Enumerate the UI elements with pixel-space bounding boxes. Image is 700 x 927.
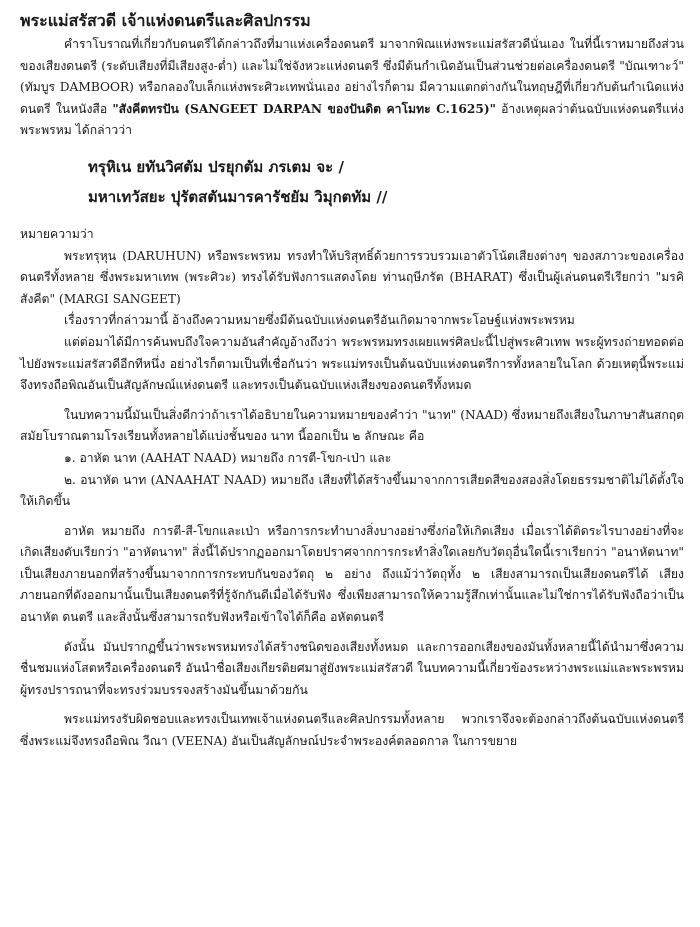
verse-line-2: มหาเทวัสยะ ปุรัตสตันมารคารัชยัม วิมุกตทัม // [88, 187, 388, 206]
sanskrit-verse [20, 152, 684, 212]
meaning-label: หมายความว่า [20, 226, 94, 241]
paragraph-6: ดังนั้น มันปรากฏขึ้นว่าพระพรหมทรงได้สร้างชนิดของเสียงทั้งหมด และการออกเสียงของมันทั้งหลายนี้ได้นำมาซึ่งความชื่นชมแห่งโสตหรือเครื่องดนตรี อันนำชื่อเสียงเกียรติยศมาสู่ยังพระแม่สรัสวดี ในบทความนี้เกี่ยวข้องระหว่างพระแม่และพระพรหม ผู้ทรงปรารถนาที่จะทรงร่วมบรรจงสร้างมันขึ้นมาด้วยกัน [20, 639, 684, 697]
list-item-2: ๒. อนาหัต นาท (ANAAHAT NAAD) หมายถึง เสียงที่ได้สร้างขึ้นมาจากการเสียดสีของสองสิ่งโดยธรรมชาติไม่ได้ตั้งใจให้เกิดขึ้น [20, 472, 684, 509]
page-title: พระแม่สรัสวดี เจ้าแห่งดนตรีและศิลปกรรม [20, 11, 311, 30]
paragraph-1: พระทรุหุน (DARUHUN) หรือพระพรหม ทรงทำให้บริสุทธิ์ด้วยการรวบรวมเอาตัวโน้ตเสียงต่างๆ ของสภาวะของเครื่องดนตรีทั้งหลาย ซึ่งพระมหาเทพ (พระศิวะ) ทรงได้รับฟังการแสดงโดย ท่านฤษีภรัต (BHARAT) ซึ่งเป็นผู้เล่นดนตรีเรียกว่า "มรคิ สังคีต" (MARGI SANGEET) [20, 248, 684, 306]
intro-text: คำราโบราณที่เกี่ยวกับดนตรีได้กล่าวถึงที่มาแห่งเครื่องดนตรี มาจากพิณแห่งพระแม่สรัสวดีนั่นเอง ในที่นี้เราหมายถึงส่วนของเสียงดนตรี (ระดับเสียงที่มีเสียงสูง-ต่ำ) และไม่ใช่จังหวะแห่งดนตรี ซึ่งมีต้นกำเนิดอันเป็นส่วนช่วยต่อเครื่องดนตรี "บัณเฑาะว์" (ทัมบูร DAMBOOR) หรือกลองใบเล็กแห่งพระศิวะเทพนั่นเอง อย่างไรก็ตาม มีความแตกต่างกันในทฤษฎีที่เกี่ยวกับต้นกำเนิดแห่งดนตรี ในหนังสือ [20, 37, 684, 116]
intro-tail: อ้างเหตุผลว่าต้นฉบับแห่งดนตรีแห่งพระพรหม ได้กล่าวว่า [20, 101, 684, 138]
book-title: "สังคีตทรปัน (SANGEET DARPAN ของปันดิต คาโมทะ C.1625)" [112, 101, 496, 116]
paragraph-3: แต่ต่อมาได้มีการค้นพบถึงใจความอันสำคัญอ้างถึงว่า พระพรหมทรงเผยแพร่ศิลปะนี้ไปสู่พระศิวเทพ พระผู้ทรงถ่ายทอดต่อไปยังพระแม่สรัสวดีอีกทีหนึ่ง อย่างไรก็ตามเป็นที่เชื่อกันว่า พระแม่ทรงเป็นต้นฉบับแห่งดนตรีการทั้งหลายในโลก ด้วยเหตุนี้พระแม่จึงทรงถือพิณอันเป็นสัญลักษณ์แห่งดนตรี และทรงเป็นต้นฉบับแห่งเสียงของดนตรีทั้งหมด [20, 334, 684, 393]
list-item-1: ๑. อาหัต นาท (AAHAT NAAD) หมายถึง การตี-โขก-เป่า และ [64, 450, 392, 465]
paragraph-5: อาหัต หมายถึง การตี-สี-โขกและเป่า หรือการกระทำบางสิ่งบางอย่างซึ่งก่อให้เกิดเสียง เมื่อเราได้ติดระไรบางอย่างที่จะเกิดเสียงดับเรียกว่า "อาหัตนาท" สิ่งนี้ได้ปรากฏออกมาโดยปราศจากการกระทำสิ่งใดเลยกับวัตถุอื่นใดนี้เราเรียกว่า "อนาหัตนาท" เป็นเสียงภายนอกที่สร้างขึ้นมาจากการกระทบกันของวัตถุ ๒ อย่าง ถึงแม้ว่าวัตถุทั้ง ๒ เสียงสามารถเป็นเสียงดนตรีได้ เสียงภายนอกที่ดังออกมานั้นเป็นเสียงดนตรีที่รู้จักกันดีเมื่อได้รับฟัง ซึ่งเพียงสามารถให้ความรู้สึกเท่านั้นและไม่ใช่การได้รับฟังถือว่าเป็น อนาหัต ดนตรี และสิ่งนั้นซึ่งสามารถรับฟังหรือเข้าใจได้ก็คือ อหัตดนตรี [20, 523, 684, 625]
verse-line-1: ทรุหิเน ยทันวิศตัม ปรยุกตัม ภรเตม จะ / [88, 157, 344, 176]
paragraph-4: ในบทความนี้มันเป็นสิ่งดีกว่าถ้าเราได้อธิบายในความหมายของคำว่า "นาท" (NAAD) ซึ่งหมายถึงเสียงในภาษาสันสกฤต สมัยโบราณตามโรงเรียนทั้งหลายได้แบ่งชั้นของ นาท นี้ออกเป็น ๒ ลักษณะ คือ [20, 407, 684, 444]
paragraph-7: พระแม่ทรงรับผิดชอบและทรงเป็นเทพเจ้าแห่งดนตรีและศิลปกรรมทั้งหลาย พวกเราจึงจะต้องกล่าวถึงต้นฉบับแห่งดนตรีซึ่งพระแม่จึงทรงถือพิณ วีณา (VEENA) อันเป็นสัญลักษณ์ประจำพระองค์ตลอดกาล ในการขยาย [20, 712, 684, 749]
intro-paragraph [20, 34, 684, 142]
paragraph-2: เรื่องราวที่กล่าวมานี้ อ้างถึงความหมายซึ่งมีต้นฉบับแห่งดนตรีอันเกิดมาจากพระโอษฐ์แห่งพระพรหม [64, 313, 575, 328]
